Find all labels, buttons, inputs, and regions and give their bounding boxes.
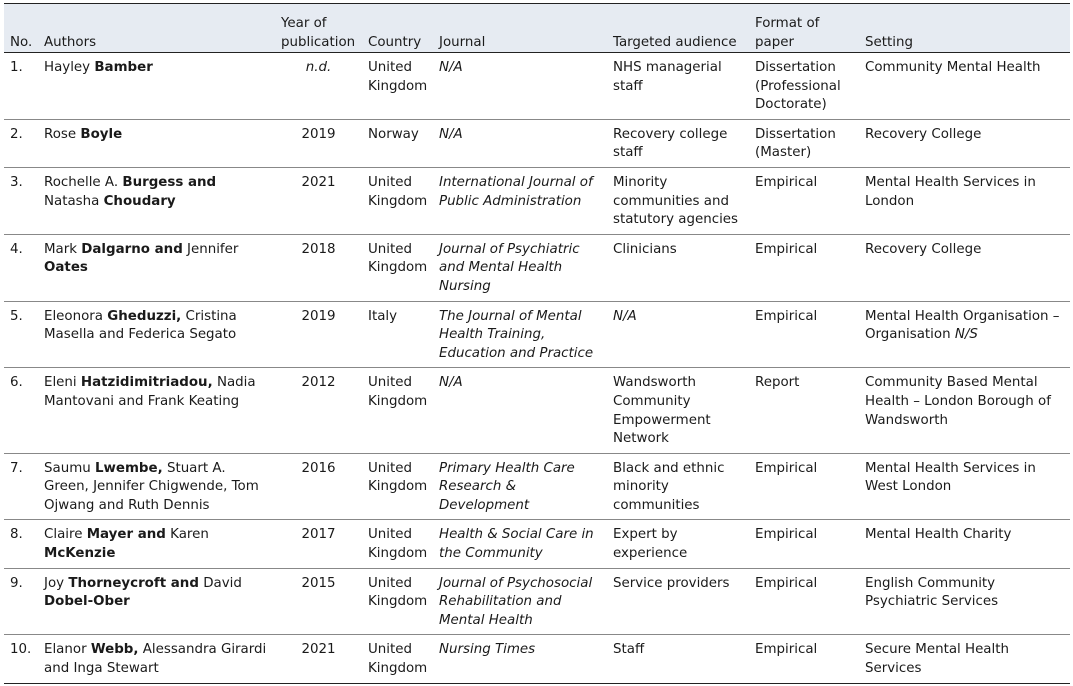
journal-cell: N/A <box>433 368 607 453</box>
authors-cell-segment: Dobel-Ober <box>44 594 130 610</box>
authors-cell <box>38 568 275 635</box>
table-row <box>4 568 1070 635</box>
authors-cell-segment: Rose <box>44 126 81 142</box>
authors-cell-segment: Mark <box>44 241 82 257</box>
year-cell: 2018 <box>275 234 362 301</box>
authors-cell-segment: Thorneycroft and <box>68 575 199 591</box>
header-row <box>4 4 1070 53</box>
authors-cell <box>38 635 275 683</box>
authors-cell <box>38 167 275 234</box>
setting-cell <box>859 368 1070 453</box>
setting-cell-segment: N/S <box>954 327 978 343</box>
col-header-format: Format of paper <box>749 4 859 53</box>
authors-cell-segment: Choudary <box>103 193 176 209</box>
setting-cell-segment: Secure Mental Health Services <box>865 642 1009 677</box>
audience-cell-segment: Service providers <box>613 575 730 591</box>
table-row <box>4 520 1070 568</box>
format-cell: Empirical <box>749 520 859 568</box>
year-cell: 2021 <box>275 635 362 683</box>
authors-cell-segment: Rochelle A. <box>44 174 123 190</box>
col-header-authors: Authors <box>38 4 275 53</box>
audience-cell-segment: Minority communities and statutory agencies <box>613 174 739 228</box>
authors-cell-segment: Eleni <box>44 375 81 391</box>
format-cell: Report <box>749 368 859 453</box>
format-cell: Empirical <box>749 568 859 635</box>
year-cell: 2019 <box>275 301 362 368</box>
year-cell: 2019 <box>275 119 362 167</box>
setting-cell-segment: Community Based Mental Health – London Borough of Wandsworth <box>865 375 1051 428</box>
table-row <box>4 368 1070 453</box>
row-number: 1. <box>4 53 38 120</box>
authors-cell-segment: Gheduzzi, <box>107 308 182 324</box>
row-number: 2. <box>4 119 38 167</box>
setting-cell <box>859 53 1070 120</box>
format-cell: Dissertation (Master) <box>749 119 859 167</box>
col-header-journal: Journal <box>433 4 607 53</box>
authors-cell <box>38 520 275 568</box>
authors-cell-segment: Webb, <box>90 642 139 658</box>
audience-cell <box>607 119 749 167</box>
setting-cell <box>859 520 1070 568</box>
audience-cell-segment: Recovery college staff <box>613 126 728 161</box>
authors-cell-segment: Joy <box>44 575 69 591</box>
authors-cell-segment: Lwembe, <box>94 460 163 476</box>
table-row <box>4 301 1070 368</box>
authors-cell-segment: Eleonora <box>44 308 108 324</box>
row-number: 4. <box>4 234 38 301</box>
setting-cell-segment: Mental Health Services in West London <box>865 460 1036 495</box>
audience-cell <box>607 167 749 234</box>
row-number: 8. <box>4 520 38 568</box>
authors-cell-segment: Stuart A. Green, Jennifer Chigwende, Tom Ojwang and Ruth Dennis <box>44 460 259 513</box>
audience-cell <box>607 301 749 368</box>
row-number: 10. <box>4 635 38 683</box>
authors-cell <box>38 53 275 120</box>
journal-cell: Journal of Psychiatric and Mental Health Nursing <box>433 234 607 301</box>
table-row <box>4 53 1070 120</box>
journal-cell: Journal of Psychosocial Rehabilitation and Mental Health <box>433 568 607 635</box>
country-cell: United Kingdom <box>362 453 433 520</box>
authors-cell <box>38 119 275 167</box>
audience-cell-segment: Black and ethnic minority communities <box>613 460 725 513</box>
year-cell: 2017 <box>275 520 362 568</box>
setting-cell <box>859 119 1070 167</box>
authors-cell-segment: Cristina Masella and Federica Segato <box>44 308 237 343</box>
table-row <box>4 167 1070 234</box>
row-number: 5. <box>4 301 38 368</box>
format-cell: Empirical <box>749 635 859 683</box>
authors-cell <box>38 368 275 453</box>
year-cell: 2016 <box>275 453 362 520</box>
format-cell: Empirical <box>749 234 859 301</box>
authors-cell-segment: McKenzie <box>44 546 116 562</box>
row-number: 9. <box>4 568 38 635</box>
audience-cell <box>607 53 749 120</box>
authors-cell-segment: Elanor <box>44 642 91 658</box>
country-cell: United Kingdom <box>362 234 433 301</box>
audience-cell-segment: Expert by experience <box>613 527 688 562</box>
col-header-setting: Setting <box>859 4 1070 53</box>
authors-cell-segment: Mayer and <box>86 527 166 543</box>
authors-cell-segment: Hatzidimitriadou, <box>80 375 213 391</box>
journal-cell: Nursing Times <box>433 635 607 683</box>
authors-cell <box>38 234 275 301</box>
country-cell: Italy <box>362 301 433 368</box>
setting-cell-segment: Recovery College <box>865 241 982 257</box>
table-body <box>4 53 1070 684</box>
country-cell: United Kingdom <box>362 520 433 568</box>
row-number: 6. <box>4 368 38 453</box>
authors-cell <box>38 453 275 520</box>
format-cell: Dissertation (Professional Doctorate) <box>749 53 859 120</box>
authors-cell-segment: Burgess and <box>122 174 217 190</box>
year-cell: n.d. <box>275 53 362 120</box>
authors-cell-segment: Nadia Mantovani and Frank Keating <box>44 375 256 409</box>
journal-cell: Primary Health Care Research & Development <box>433 453 607 520</box>
audience-cell <box>607 520 749 568</box>
authors-cell-segment: Karen <box>165 527 209 543</box>
country-cell: United Kingdom <box>362 167 433 234</box>
setting-cell-segment: Mental Health Services in London <box>865 174 1036 209</box>
authors-cell-segment: Alessandra Girardi and Inga Stewart <box>44 642 267 677</box>
col-header-country: Country <box>362 4 433 53</box>
setting-cell <box>859 234 1070 301</box>
audience-cell-segment: Wandsworth Community Empowerment Network <box>613 375 711 447</box>
col-header-audience: Targeted audience <box>607 4 749 53</box>
year-cell: 2015 <box>275 568 362 635</box>
audience-cell <box>607 234 749 301</box>
audience-cell <box>607 635 749 683</box>
row-number: 3. <box>4 167 38 234</box>
audience-cell-segment: N/A <box>613 308 637 324</box>
authors-cell-segment: Saumu <box>44 460 95 476</box>
setting-cell <box>859 301 1070 368</box>
setting-cell-segment: Recovery College <box>865 126 982 142</box>
journal-cell: N/A <box>433 119 607 167</box>
country-cell: United Kingdom <box>362 635 433 683</box>
journal-cell: International Journal of Public Administration <box>433 167 607 234</box>
authors-cell <box>38 301 275 368</box>
audience-cell-segment: Clinicians <box>613 241 677 257</box>
authors-cell-segment: Oates <box>44 260 88 276</box>
audience-cell <box>607 368 749 453</box>
row-number: 7. <box>4 453 38 520</box>
setting-cell-segment: Community Mental Health <box>865 60 1041 75</box>
journal-cell: N/A <box>433 53 607 120</box>
format-cell: Empirical <box>749 453 859 520</box>
audience-cell <box>607 453 749 520</box>
authors-cell-segment: Claire <box>44 527 87 543</box>
authors-cell-segment: Dalgarno and <box>81 241 183 257</box>
table-row <box>4 453 1070 520</box>
country-cell: United Kingdom <box>362 53 433 120</box>
setting-cell-segment: Mental Health Organisation – Organisation <box>865 308 1060 343</box>
year-cell: 2021 <box>275 167 362 234</box>
audience-cell-segment: NHS managerial staff <box>613 60 722 94</box>
table-row <box>4 234 1070 301</box>
setting-cell-segment: English Community Psychiatric Services <box>865 575 999 610</box>
year-cell: 2012 <box>275 368 362 453</box>
authors-cell-segment: Jennifer <box>182 241 239 257</box>
authors-cell-segment: Bamber <box>94 60 153 75</box>
setting-cell-segment: Mental Health Charity <box>865 527 1012 543</box>
col-header-year: Year of publication <box>275 4 362 53</box>
setting-cell <box>859 568 1070 635</box>
audience-cell-segment: Staff <box>613 642 645 658</box>
col-header-no: No. <box>4 4 38 53</box>
authors-cell-segment: Hayley <box>44 60 95 75</box>
table-row <box>4 119 1070 167</box>
audience-cell <box>607 568 749 635</box>
country-cell: Norway <box>362 119 433 167</box>
authors-cell-segment: Boyle <box>80 126 123 142</box>
authors-cell-segment: David <box>198 575 242 591</box>
country-cell: United Kingdom <box>362 368 433 453</box>
setting-cell <box>859 167 1070 234</box>
journal-cell: The Journal of Mental Health Training, Education and Practice <box>433 301 607 368</box>
country-cell: United Kingdom <box>362 568 433 635</box>
format-cell: Empirical <box>749 301 859 368</box>
setting-cell <box>859 453 1070 520</box>
setting-cell <box>859 635 1070 683</box>
authors-cell-segment: Natasha <box>44 193 104 209</box>
journal-cell: Health & Social Care in the Community <box>433 520 607 568</box>
table-row <box>4 635 1070 683</box>
format-cell: Empirical <box>749 167 859 234</box>
studies-table <box>4 3 1070 684</box>
